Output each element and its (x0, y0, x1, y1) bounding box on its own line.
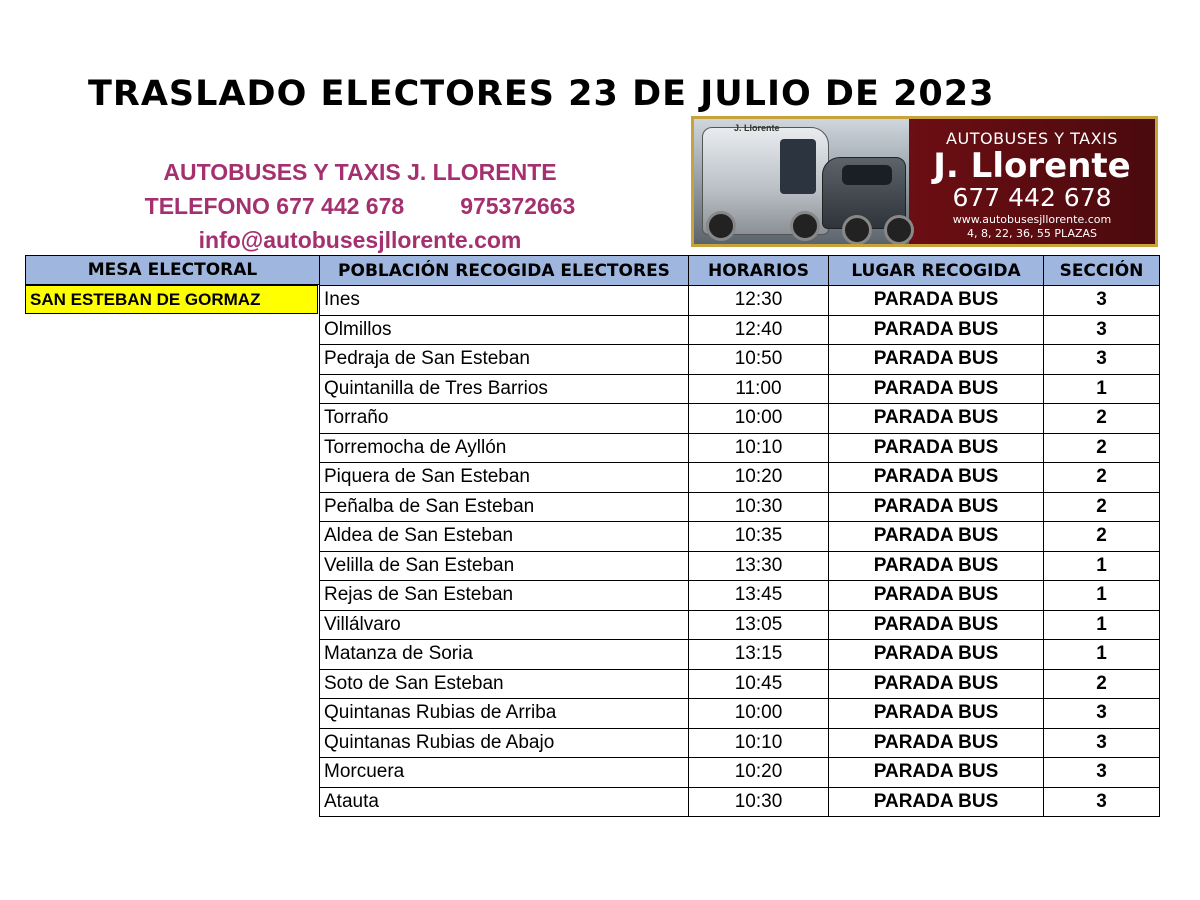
cell-lugar: PARADA BUS (829, 551, 1044, 581)
cell-horario: 10:30 (689, 787, 829, 817)
table-row (320, 492, 1160, 522)
cell-horario: 11:00 (689, 374, 829, 404)
cell-lugar: PARADA BUS (829, 669, 1044, 699)
cell-seccion: 1 (1044, 551, 1160, 581)
cell-seccion: 1 (1044, 581, 1160, 611)
table-row (320, 374, 1160, 404)
logo-text (909, 119, 1155, 244)
cell-horario: 10:00 (689, 699, 829, 729)
cell-poblacion: Matanza de Soria (320, 640, 689, 670)
company-name: AUTOBUSES Y TAXIS J. LLORENTE (163, 159, 557, 185)
cell-seccion: 2 (1044, 433, 1160, 463)
cell-lugar: PARADA BUS (829, 286, 1044, 316)
cell-seccion: 1 (1044, 374, 1160, 404)
cell-horario: 10:00 (689, 404, 829, 434)
cell-seccion: 1 (1044, 610, 1160, 640)
table-row (320, 463, 1160, 493)
contact-block (100, 155, 620, 257)
cell-seccion: 2 (1044, 522, 1160, 552)
cell-lugar: PARADA BUS (829, 787, 1044, 817)
cell-horario: 12:30 (689, 286, 829, 316)
table-row (320, 345, 1160, 375)
cell-poblacion: Pedraja de San Esteban (320, 345, 689, 375)
cell-lugar: PARADA BUS (829, 758, 1044, 788)
cell-horario: 10:45 (689, 669, 829, 699)
table-row (320, 286, 1160, 316)
cell-lugar: PARADA BUS (829, 374, 1044, 404)
cell-poblacion: Olmillos (320, 315, 689, 345)
table-row (320, 610, 1160, 640)
table-row (320, 787, 1160, 817)
table-row (320, 640, 1160, 670)
cell-lugar: PARADA BUS (829, 433, 1044, 463)
cell-lugar: PARADA BUS (829, 728, 1044, 758)
company-logo-banner (691, 116, 1158, 247)
logo-line-phone: 677 442 678 (952, 183, 1112, 212)
cell-seccion: 3 (1044, 787, 1160, 817)
table-row (320, 728, 1160, 758)
cell-poblacion: Velilla de San Esteban (320, 551, 689, 581)
table-row (320, 669, 1160, 699)
cell-poblacion: Rejas de San Esteban (320, 581, 689, 611)
cell-lugar: PARADA BUS (829, 404, 1044, 434)
cell-poblacion: Quintanas Rubias de Abajo (320, 728, 689, 758)
phone-line (100, 189, 620, 223)
cell-seccion: 2 (1044, 669, 1160, 699)
table-row (320, 758, 1160, 788)
cell-poblacion: Quintanilla de Tres Barrios (320, 374, 689, 404)
cell-lugar: PARADA BUS (829, 581, 1044, 611)
cell-horario: 10:50 (689, 345, 829, 375)
cell-poblacion: Torremocha de Ayllón (320, 433, 689, 463)
cell-horario: 10:20 (689, 463, 829, 493)
col-header-lugar: LUGAR RECOGIDA (829, 256, 1044, 286)
cell-horario: 13:30 (689, 551, 829, 581)
cell-lugar: PARADA BUS (829, 640, 1044, 670)
van-wheel (842, 215, 872, 245)
pickup-schedule-table (319, 255, 1160, 817)
bus-wheel (790, 211, 820, 241)
table-body (320, 286, 1160, 817)
cell-horario: 10:10 (689, 433, 829, 463)
logo-line-website: www.autobusesjllorente.com (952, 213, 1112, 226)
col-header-poblacion: POBLACIÓN RECOGIDA ELECTORES (320, 256, 689, 286)
cell-poblacion: Peñalba de San Esteban (320, 492, 689, 522)
table-row (320, 404, 1160, 434)
cell-poblacion: Torraño (320, 404, 689, 434)
cell-lugar: PARADA BUS (829, 315, 1044, 345)
mesa-electoral-value: SAN ESTEBAN DE GORMAZ (25, 285, 318, 314)
cell-horario: 10:20 (689, 758, 829, 788)
cell-seccion: 1 (1044, 640, 1160, 670)
cell-horario: 13:05 (689, 610, 829, 640)
table-header-row (320, 256, 1160, 286)
cell-lugar: PARADA BUS (829, 699, 1044, 729)
vehicles-photo (694, 119, 909, 244)
bus-label: J. Llorente (734, 123, 780, 133)
cell-horario: 12:40 (689, 315, 829, 345)
cell-horario: 10:35 (689, 522, 829, 552)
cell-horario: 10:10 (689, 728, 829, 758)
cell-poblacion: Atauta (320, 787, 689, 817)
bus-windshield (780, 139, 816, 194)
table-row (320, 433, 1160, 463)
cell-seccion: 2 (1044, 492, 1160, 522)
table-row (320, 522, 1160, 552)
cell-poblacion: Piquera de San Esteban (320, 463, 689, 493)
cell-horario: 13:15 (689, 640, 829, 670)
table-row (320, 551, 1160, 581)
mesa-electoral-header: MESA ELECTORAL (25, 255, 319, 285)
col-header-seccion: SECCIÓN (1044, 256, 1160, 286)
bus-wheel (706, 211, 736, 241)
cell-horario: 13:45 (689, 581, 829, 611)
cell-poblacion: Morcuera (320, 758, 689, 788)
logo-line-brand: J. Llorente (933, 146, 1131, 186)
cell-seccion: 3 (1044, 728, 1160, 758)
cell-seccion: 2 (1044, 404, 1160, 434)
logo-line-capacity: 4, 8, 22, 36, 55 PLAZAS (966, 227, 1098, 240)
cell-horario: 10:30 (689, 492, 829, 522)
email-link[interactable]: info@autobusesjllorente.com (198, 227, 522, 253)
cell-seccion: 2 (1044, 463, 1160, 493)
logo-line-services: AUTOBUSES Y TAXIS (946, 129, 1118, 148)
cell-lugar: PARADA BUS (829, 345, 1044, 375)
cell-lugar: PARADA BUS (829, 610, 1044, 640)
cell-seccion: 3 (1044, 315, 1160, 345)
page-title: TRASLADO ELECTORES 23 DE JULIO DE 2023 (88, 74, 995, 114)
cell-poblacion: Ines (320, 286, 689, 316)
table-row (320, 699, 1160, 729)
cell-lugar: PARADA BUS (829, 463, 1044, 493)
phone-primary: TELEFONO 677 442 678 (144, 193, 405, 219)
cell-poblacion: Soto de San Esteban (320, 669, 689, 699)
phone-secondary: 975372663 (460, 193, 576, 219)
cell-seccion: 3 (1044, 758, 1160, 788)
table-row (320, 581, 1160, 611)
cell-poblacion: Quintanas Rubias de Arriba (320, 699, 689, 729)
van-windshield (842, 165, 892, 185)
cell-lugar: PARADA BUS (829, 522, 1044, 552)
table-row (320, 315, 1160, 345)
cell-seccion: 3 (1044, 286, 1160, 316)
cell-seccion: 3 (1044, 699, 1160, 729)
cell-seccion: 3 (1044, 345, 1160, 375)
col-header-horarios: HORARIOS (689, 256, 829, 286)
cell-poblacion: Villálvaro (320, 610, 689, 640)
cell-lugar: PARADA BUS (829, 492, 1044, 522)
cell-poblacion: Aldea de San Esteban (320, 522, 689, 552)
